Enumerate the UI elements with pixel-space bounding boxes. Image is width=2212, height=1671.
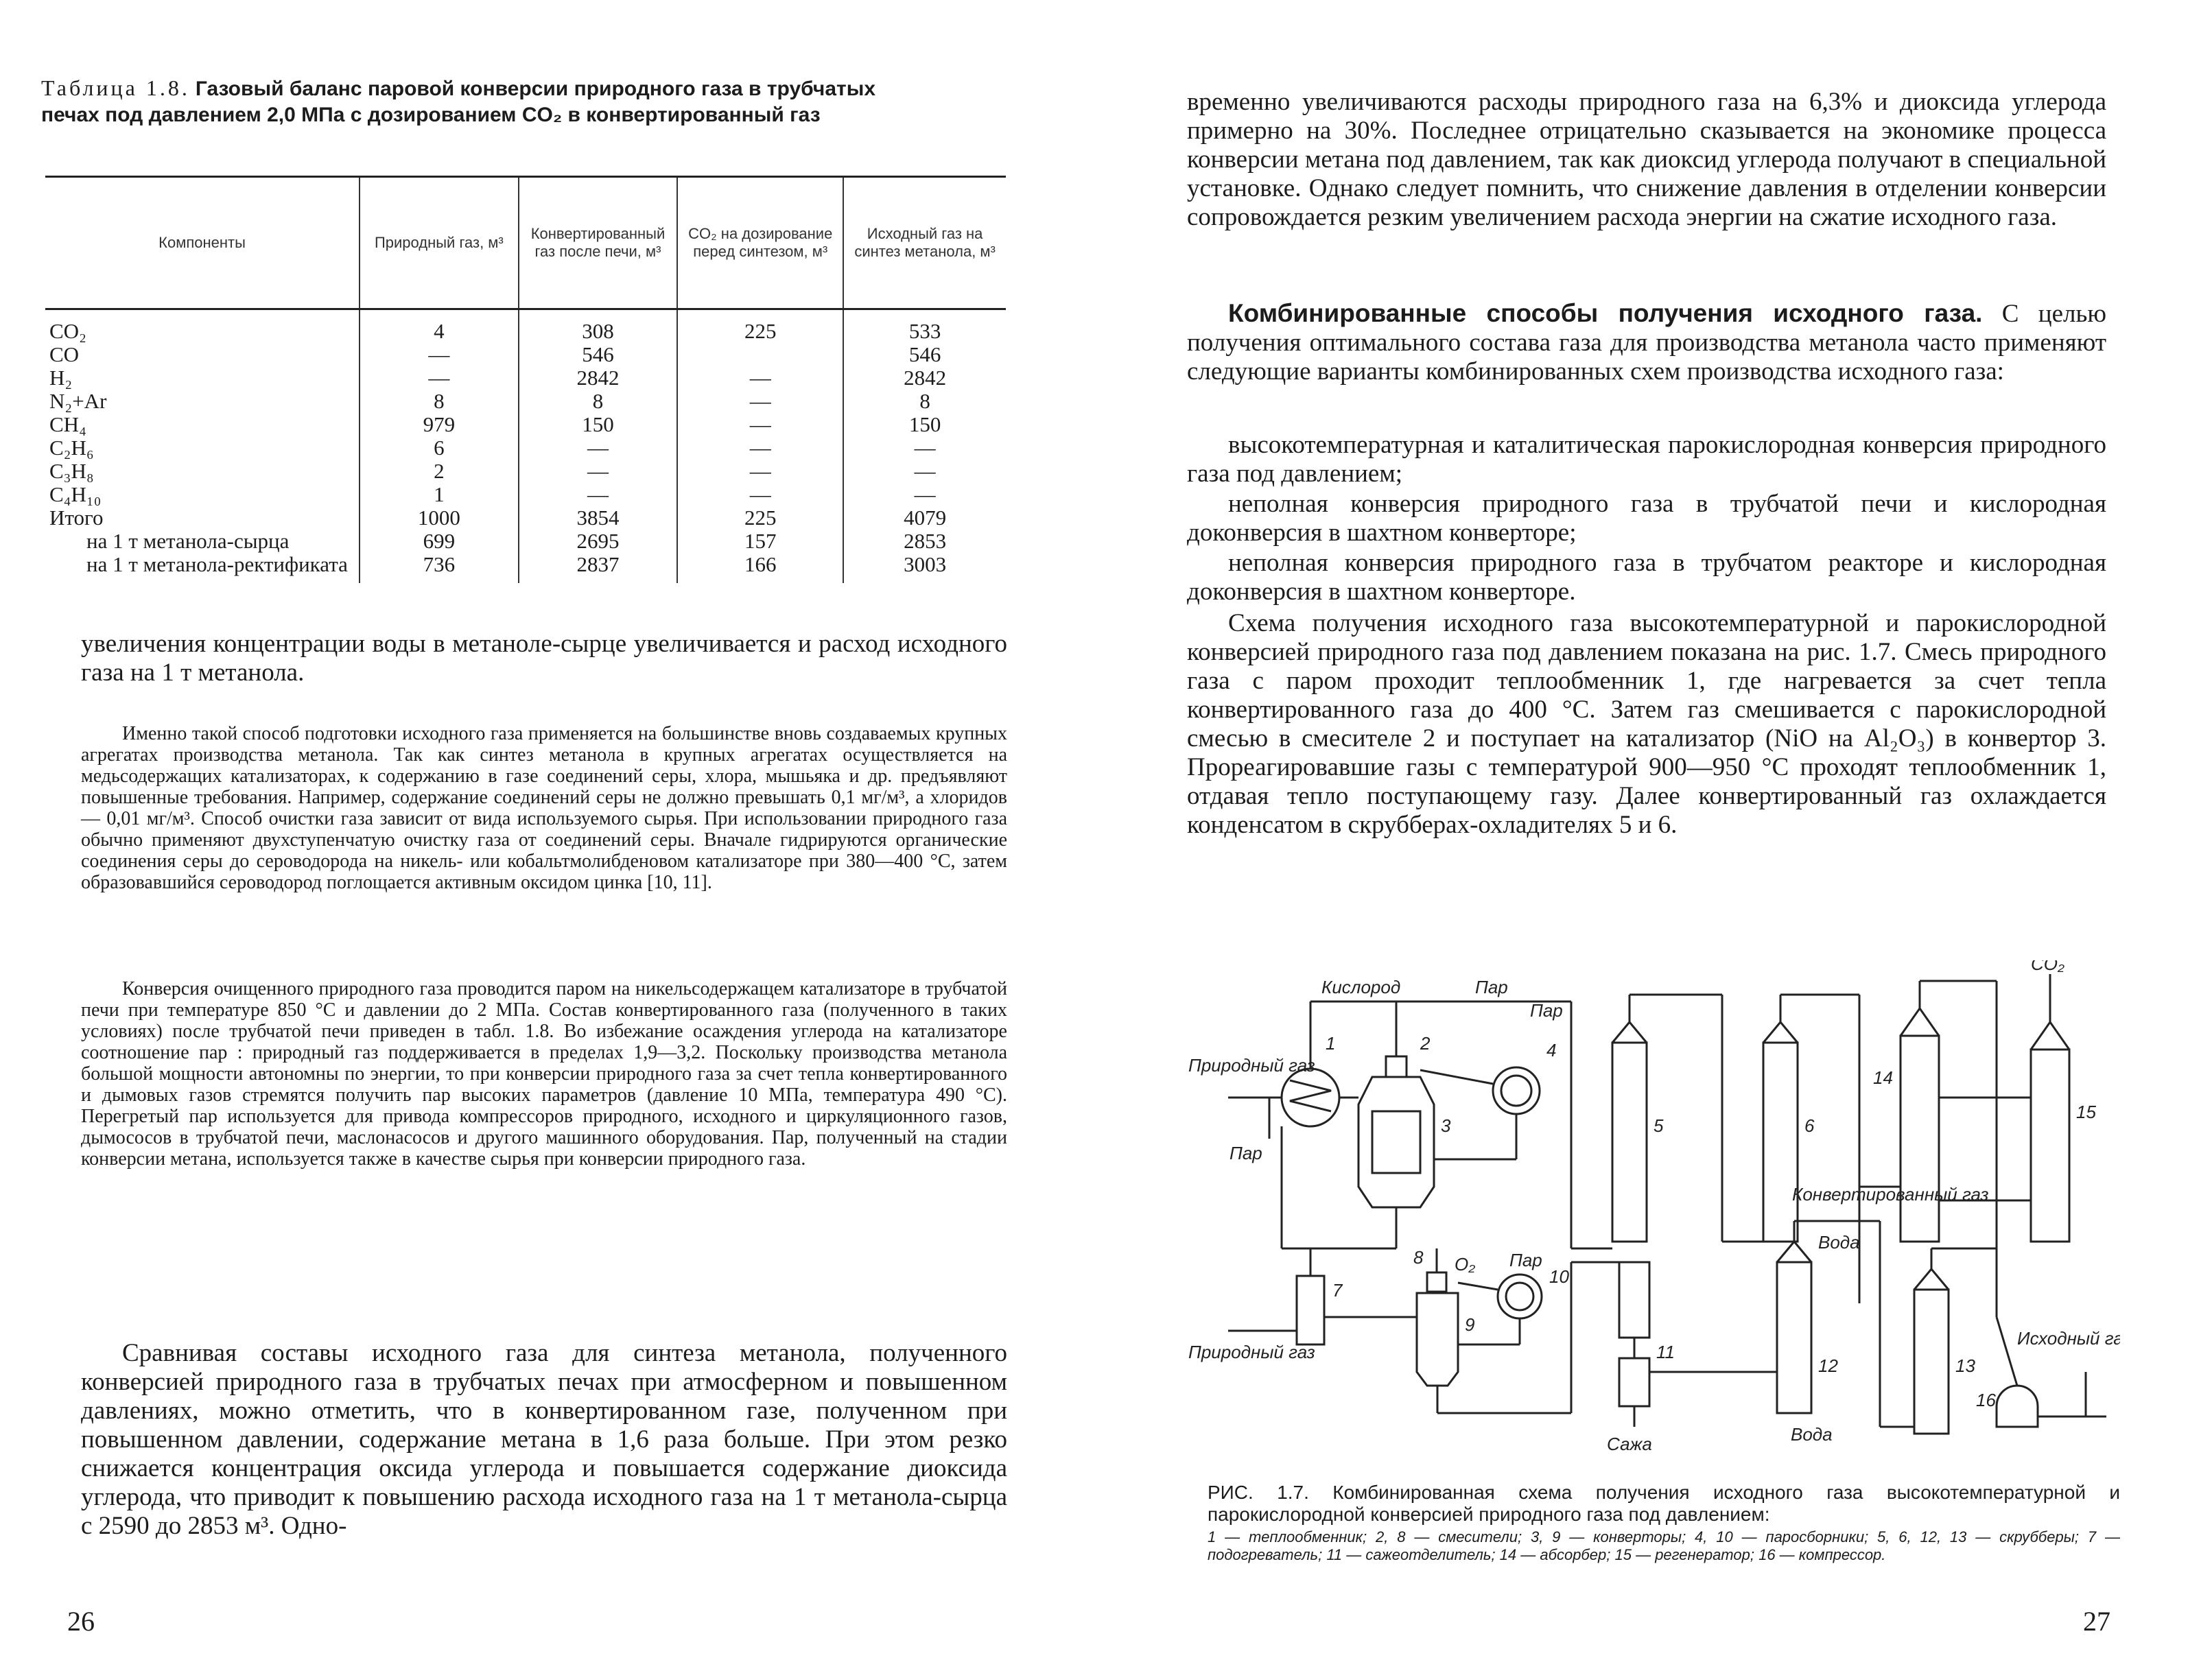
mixer-8: [1427, 1272, 1446, 1292]
heat-exchanger-1: [1282, 1069, 1339, 1126]
process-diagram: [1187, 960, 2120, 1454]
table-cell-value: [677, 343, 843, 366]
heater-7: [1297, 1276, 1324, 1344]
converter-3: [1358, 1077, 1434, 1207]
table-cell-value: 157: [677, 530, 843, 553]
fig-number-7: 7: [1332, 1280, 1343, 1301]
label-source-gas: Исходный газ: [2017, 1328, 2120, 1349]
table-cell-component: Итого: [49, 506, 104, 530]
table-row: [45, 553, 1006, 583]
table-header: Исходный газ на синтез метанола, м³: [843, 177, 1006, 309]
table-cell-value: —: [519, 483, 678, 506]
right-paragraph-2: [1187, 299, 2106, 386]
figure-caption-main: РИС. 1.7. Комбинированная схема получения исходного газа высокотемпературной и парокислородной конверсией природного газа под давлением:: [1208, 1482, 2120, 1525]
fig-number-8: 8: [1413, 1247, 1424, 1268]
table-header: Компоненты: [45, 177, 360, 309]
table-caption: [41, 75, 892, 128]
label-converted-gas: Конвертированный газ: [1792, 1184, 1989, 1205]
label-water-1: Вода: [1818, 1232, 1860, 1253]
fig-number-11: 11: [1656, 1342, 1675, 1362]
list-item-3: неполная конверсия природного газа в трубчатом реакторе и кислородная доконверсия в шахтном конверторе.: [1187, 549, 2106, 606]
table-caption-title: Газовый баланс паровой конверсии природного газа в трубчатых печах под давлением 2,0 МПа с дозированием CO₂ в конвертированный газ: [41, 78, 876, 126]
table-caption-label: Таблица 1.8.: [41, 75, 190, 100]
table-cell-value: —: [519, 436, 678, 460]
table-cell-component: C₃H₈: [49, 459, 94, 483]
table-cell-value: —: [677, 366, 843, 390]
label-steam-2: Пар: [1530, 1000, 1563, 1021]
fig-number-1: 1: [1326, 1033, 1336, 1054]
table-cell-value: —: [677, 483, 843, 506]
fig-number-16: 16: [1976, 1390, 1996, 1410]
table-cell-value: —: [677, 413, 843, 436]
table-cell-value: 8: [519, 390, 678, 413]
left-paragraph-4: Сравнивая составы исходного газа для синтеза метанола, полученного конверсией природного газа в трубчатых печах при атмосферном и повышенном давлениях, можно отметить, что в конвертированном газе, полученном при повышенном давлении, содержание метана в 1,6 раза больше. При этом резко снижается концентрация оксида углерода и повышается содержание диоксида углерода, что приводит к повышению расхода исходного газа на 1 т метанола-сырца с 2590 до 2853 м³. Одно-: [81, 1339, 1007, 1540]
compressor-16: [1997, 1386, 2038, 1427]
table-cell-component: CO: [49, 342, 80, 366]
table-row: [45, 390, 1006, 413]
table-cell-component: на 1 т метанола-ректификата: [86, 552, 348, 576]
table-cell-component: C₄H₁₀: [49, 482, 102, 506]
scrubber-12: [1777, 1262, 1811, 1413]
table-row: [45, 366, 1006, 390]
table-row: [45, 343, 1006, 366]
table-row: [45, 530, 1006, 553]
left-paragraph-1: увеличения концентрации воды в метаноле-сырце увеличивается и расход исходного газа на 1 т метанола.: [81, 630, 1007, 687]
table-cell-value: 225: [677, 309, 843, 344]
table-cell-component: на 1 т метанола-сырца: [86, 529, 290, 553]
table-cell-value: —: [360, 366, 519, 390]
table-cell-value: 546: [843, 343, 1006, 366]
fig-number-12: 12: [1818, 1355, 1838, 1376]
table-cell-value: 546: [519, 343, 678, 366]
table-body: [45, 309, 1006, 584]
label-steam-3: Пар: [1229, 1143, 1262, 1163]
label-steam-4: Пар: [1509, 1250, 1542, 1270]
table-cell-value: 1000: [360, 506, 519, 530]
table-cell-value: 979: [360, 413, 519, 436]
table-cell-value: —: [677, 436, 843, 460]
soot-separator-11: [1619, 1262, 1649, 1338]
figure-caption: [1208, 1482, 2120, 1564]
steam-drum-10: [1498, 1275, 1542, 1318]
table-row: [45, 506, 1006, 530]
table-cell-component: H₂: [49, 366, 73, 390]
table-header: CO₂ на дозирование перед синтезом, м³: [677, 177, 843, 309]
table-cell-value: 533: [843, 309, 1006, 344]
fig-number-10: 10: [1549, 1266, 1569, 1287]
section-intro: С целью получения оптимального состава газа для производства метанола часто применяют следующие варианты комбинированных схем производства исходного газа:: [1187, 300, 2106, 386]
fig-number-3: 3: [1441, 1115, 1451, 1136]
mixer-2: [1386, 1056, 1407, 1077]
table-cell-value: 1: [360, 483, 519, 506]
gas-balance-table: [45, 176, 1006, 583]
fig-number-5: 5: [1654, 1115, 1664, 1136]
table-cell-value: 736: [360, 553, 519, 583]
table-cell-value: —: [843, 436, 1006, 460]
label-steam-1: Пар: [1475, 977, 1508, 997]
table-cell-value: 2842: [843, 366, 1006, 390]
table-cell-component: CO₂: [49, 319, 86, 343]
table-row: [45, 309, 1006, 344]
converter-9: [1417, 1293, 1458, 1386]
table-row: [45, 436, 1006, 460]
table-cell-value: 699: [360, 530, 519, 553]
absorber-14: [1901, 1036, 1939, 1242]
table-cell-value: 166: [677, 553, 843, 583]
right-paragraph-1: временно увеличиваются расходы природного газа на 6,3% и диоксида углерода примерно на 30%. Последнее отрицательно сказывается на экономике процесса конверсии метана под давлением, так как диоксид углерода получают в специальной установке. Однако следует помнить, что снижение давления в отделении конверсии сопровождается резким увеличением расхода энергии на сжатие исходного газа.: [1187, 88, 2106, 231]
fig-number-4: 4: [1546, 1040, 1557, 1060]
table-cell-value: 6: [360, 436, 519, 460]
table-cell-component: C₂H₆: [49, 436, 94, 460]
left-paragraph-3: Конверсия очищенного природного газа проводится паром на никельсодержащем катализаторе в трубчатой печи при температуре 850 °C и давлении до 2 МПа. Состав конвертированного газа (полученного в таких условиях) после трубчатой печи приведен в табл. 1.8. Во избежание осаждения углерода на катализаторе соотношение пар : природный газ поддерживается в пределах 1,9—3,2. Поскольку производства метанола большой мощности автономны по энергии, то при конверсии природного газа за счет тепла конвертированного и дымовых газов стремятся получить пар высоких параметров (давление 10 МПа, температура 490 °C). Перегретый пар используется для привода компрессоров природного, исходного и циркуляционного газов, дымососов в трубчатой печи, маслонасосов и другого машинного оборудования. Пар, полученный на стадии конверсии метана, используется также в качестве сырья при конверсии природного газа.: [81, 978, 1007, 1170]
scrubber-13: [1914, 1290, 1949, 1434]
process-diagram-svg: [1187, 960, 2120, 1454]
table-cell-value: —: [677, 460, 843, 483]
fig-number-9: 9: [1465, 1314, 1475, 1335]
table-cell-value: 2: [360, 460, 519, 483]
table-cell-value: —: [519, 460, 678, 483]
table-cell-value: 4: [360, 309, 519, 344]
table-cell-component: CH₄: [49, 412, 86, 436]
steam-drum-4: [1493, 1067, 1540, 1114]
table-row: [45, 483, 1006, 506]
table-cell-value: 2837: [519, 553, 678, 583]
label-co2: CO₂: [2031, 960, 2064, 974]
table-header-row: [45, 177, 1006, 309]
table-cell-value: —: [843, 460, 1006, 483]
table-cell-value: —: [677, 390, 843, 413]
fig-number-15: 15: [2076, 1102, 2096, 1122]
label-water-2: Вода: [1791, 1424, 1833, 1445]
table-cell-value: 225: [677, 506, 843, 530]
scrubber-5: [1612, 1043, 1647, 1242]
table-header: Природный газ, м³: [360, 177, 519, 309]
table-cell-value: 150: [843, 413, 1006, 436]
label-natural-gas-bottom: Природный газ: [1188, 1342, 1315, 1362]
table-cell-value: 2842: [519, 366, 678, 390]
scrubber-6: [1763, 1043, 1798, 1242]
fig-number-14: 14: [1873, 1067, 1893, 1088]
table-cell-value: 150: [519, 413, 678, 436]
label-o2: O₂: [1455, 1254, 1476, 1275]
table-cell-value: —: [360, 343, 519, 366]
fig-number-2: 2: [1420, 1033, 1431, 1054]
label-natural-gas-top: Природный газ: [1188, 1055, 1315, 1076]
fig-number-13: 13: [1955, 1355, 1975, 1376]
table-cell-value: 8: [360, 390, 519, 413]
right-paragraph-3: Схема получения исходного газа высокотемпературной и парокислородной конверсией природного газа под давлением показана на рис. 1.7. Смесь природного газа с паром проходит теплообменник 1, где нагревается за счет тепла конвертированного газа до 400 °C. Затем газ смешивается с парокислородной смесью в смесителе 2 и поступает на катализатор (NiO на Al₂O₃) в конвертор 3. Прореагировавшие газы с температурой 900—950 °C проходят теплообменник 1, отдавая тепло поступающему газу. Далее конвертированный газ охлаждается конденсатом в скрубберах-охладителях 5 и 6.: [1187, 609, 2106, 839]
section-heading: Комбинированные способы получения исходного газа.: [1228, 299, 1983, 327]
table-cell-value: 2853: [843, 530, 1006, 553]
left-paragraph-2: Именно такой способ подготовки исходного газа применяется на большинстве вновь создаваемых крупных агрегатах производства метанола. Так как синтез метанола в крупных агрегатах осуществляется на медьсодержащих катализаторах, к содержанию в газе соединений серы, хлора, мышьяка и др. предъявляют повышенные требования. Например, содержание соединений серы не должно превышать 0,1 мг/м³, а хлоридов — 0,01 мг/м³. Способ очистки газа зависит от вида используемого сырья. При использовании природного газа обычно применяют двухступенчатую очистку газа от соединений серы. Вначале гидрируются органические соединения серы до сероводорода на никель- или кобальтмолибденовом катализаторе при 380—400 °C, затем образовавшийся сероводород поглощается активным оксидом цинка [10, 11].: [81, 723, 1007, 893]
table-cell-value: 2695: [519, 530, 678, 553]
fig-number-6: 6: [1804, 1115, 1815, 1136]
label-oxygen: Кислород: [1321, 977, 1401, 997]
table-header: Конвертированный газ после печи, м³: [519, 177, 678, 309]
table-cell-value: 308: [519, 309, 678, 344]
table-cell-component: N₂+Ar: [49, 389, 107, 413]
table-row: [45, 413, 1006, 436]
table-cell-value: 3854: [519, 506, 678, 530]
table-cell-value: 3003: [843, 553, 1006, 583]
table-cell-value: 8: [843, 390, 1006, 413]
right-page-number: 27: [2083, 1606, 2110, 1637]
list-item-2: неполная конверсия природного газа в трубчатой печи и кислородная доконверсия в шахтном конверторе;: [1187, 490, 2106, 547]
label-soot: Сажа: [1607, 1434, 1652, 1454]
table-cell-value: 4079: [843, 506, 1006, 530]
left-page-number: 26: [67, 1606, 95, 1637]
regenerator-15: [2031, 1050, 2069, 1242]
figure-caption-legend: 1 — теплообменник; 2, 8 — смесители; 3, 9 — конверторы; 4, 10 — паросборники; 5, 6, 12, 13 — скрубберы; 7 — подогреватель; 11 — сажеотделитель; 14 — абсорбер; 15 — регенератор; 16 — компрессор.: [1208, 1528, 2120, 1563]
table-row: [45, 460, 1006, 483]
table-cell-value: —: [843, 483, 1006, 506]
list-item-1: высокотемпературная и каталитическая парокислородная конверсия природного газа под давлением;: [1187, 431, 2106, 488]
